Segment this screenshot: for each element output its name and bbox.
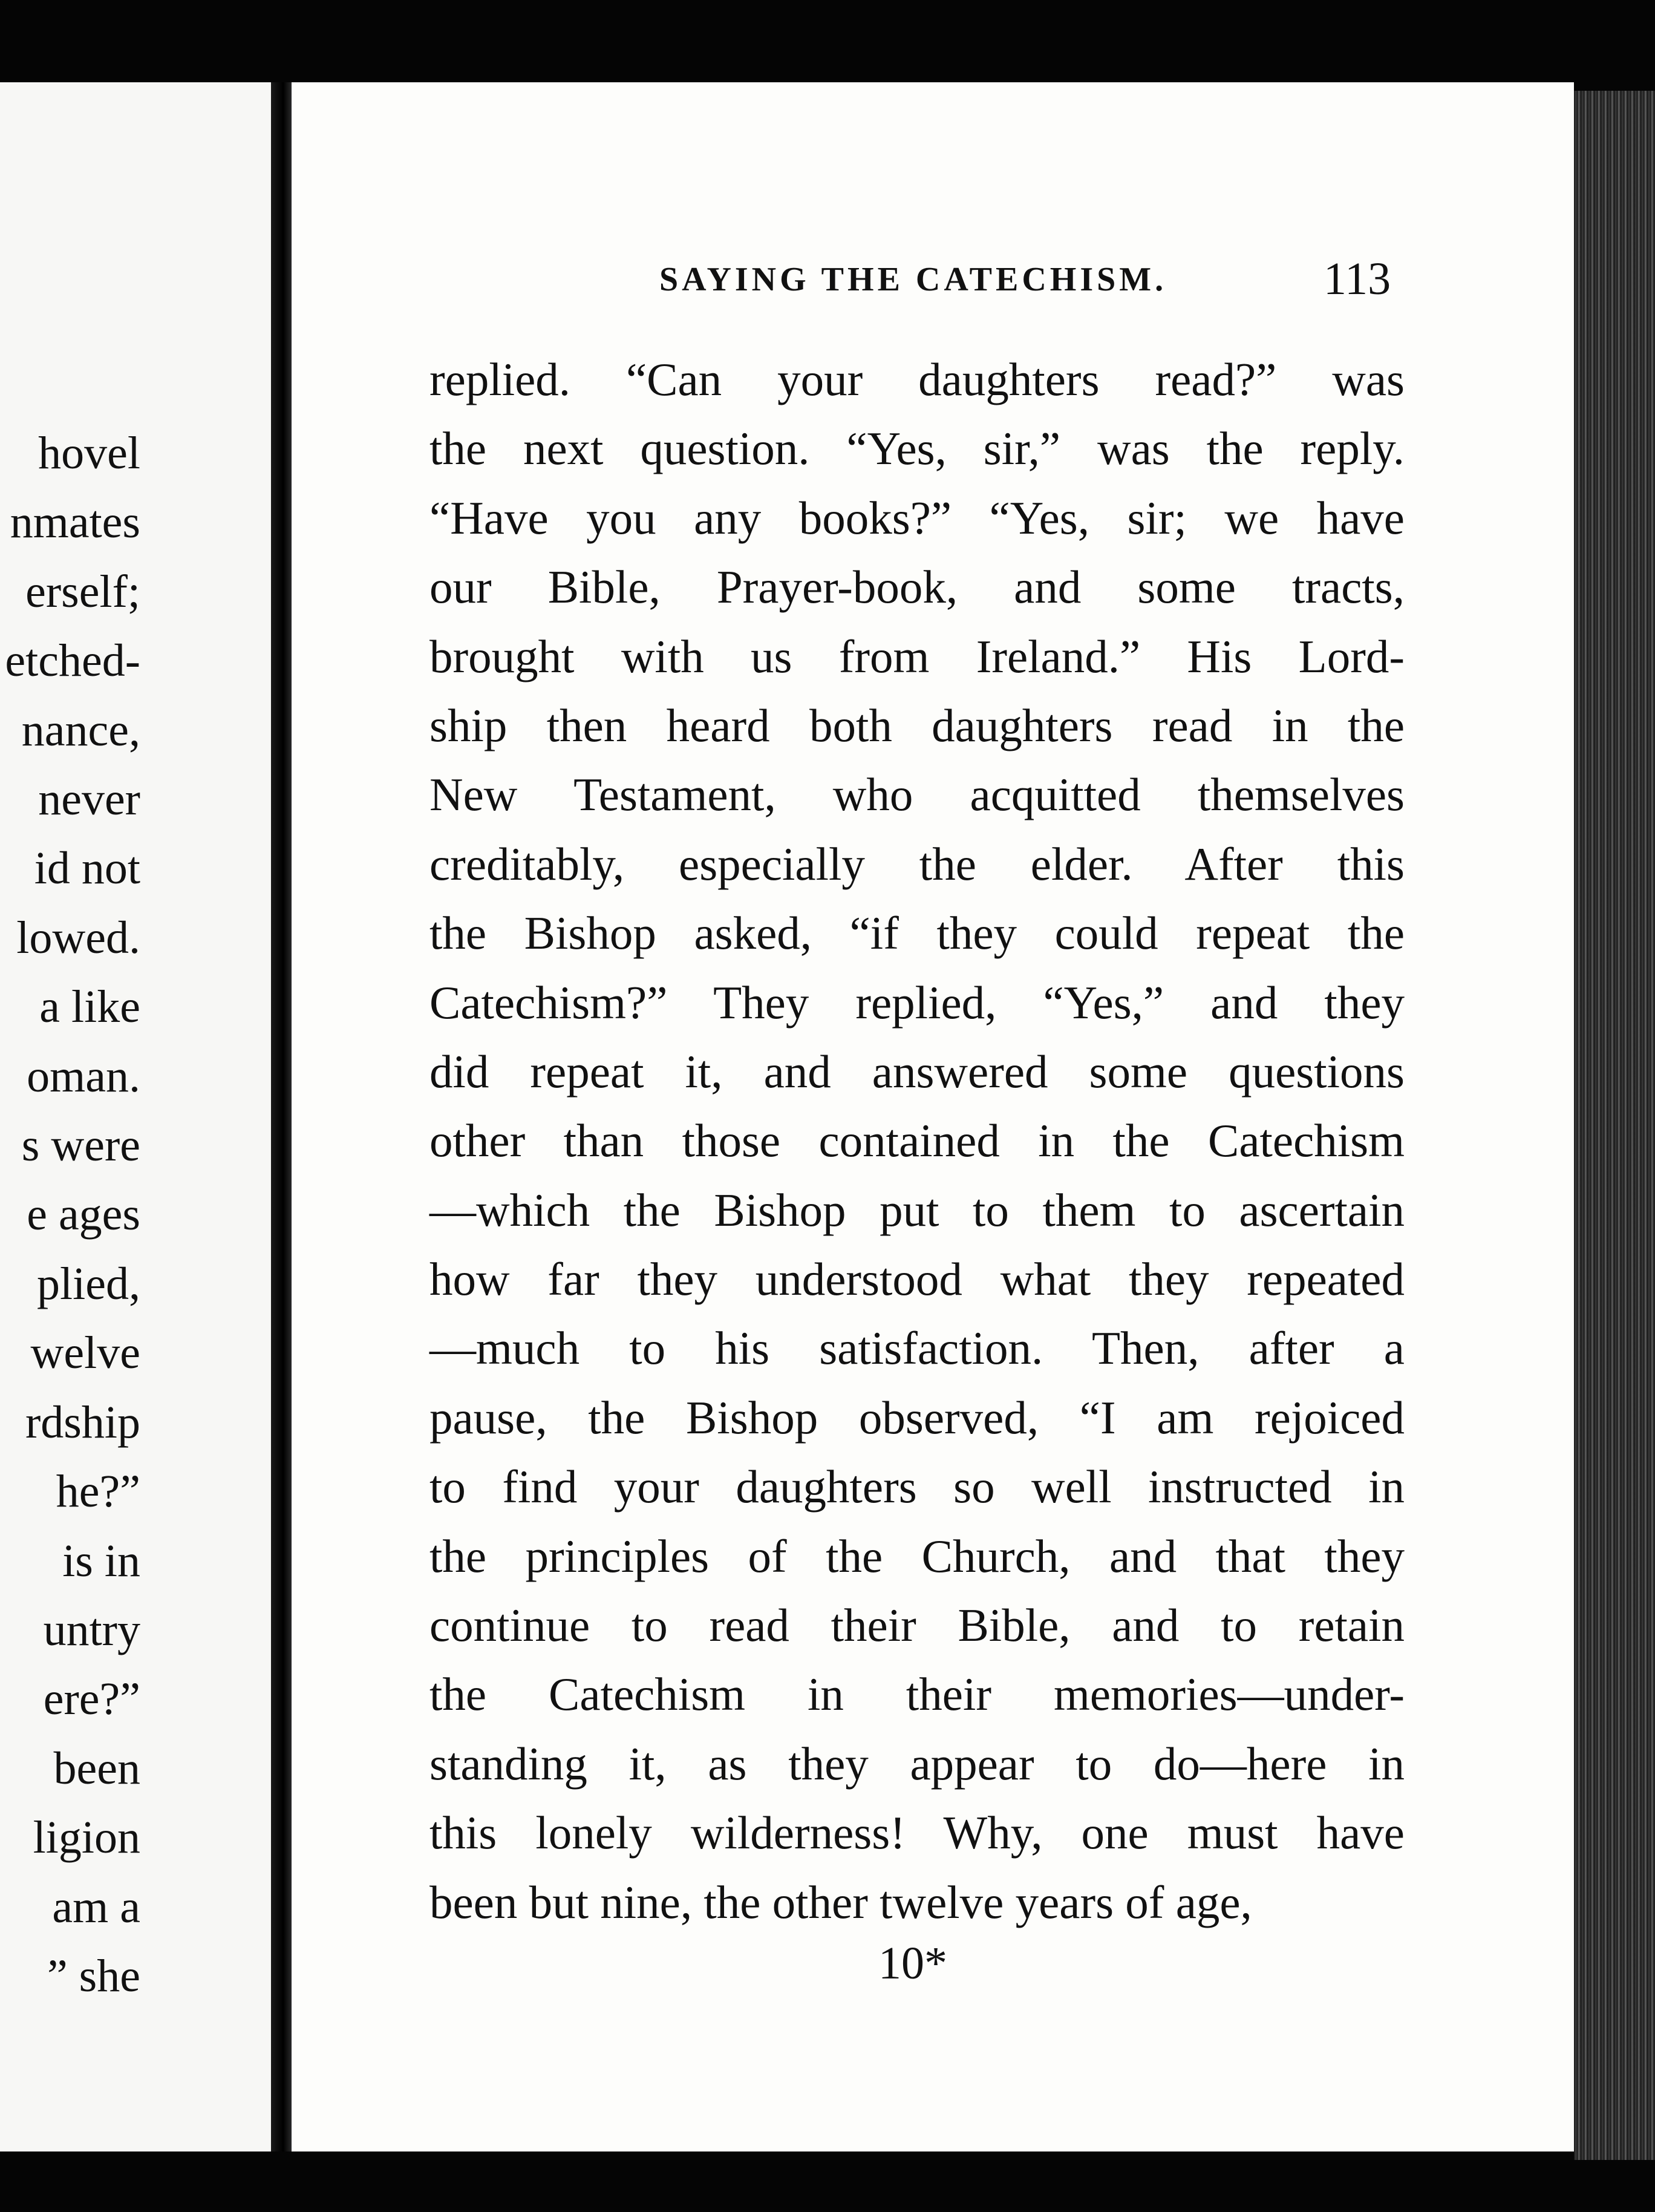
text-line: did repeat it, and answered some questions xyxy=(429,1045,1405,1098)
text-line: brought with us from Ireland.” His Lord- xyxy=(429,630,1405,682)
left-line: he?” xyxy=(56,1466,140,1517)
left-page-text xyxy=(0,419,140,2011)
left-line: id not xyxy=(34,843,140,894)
running-head: SAYING THE CATECHISM. xyxy=(659,261,1167,298)
text-line: other than those contained in the Catechism xyxy=(429,1114,1405,1167)
left-line: lowed. xyxy=(16,912,140,963)
text-line: “Have you any books?” “Yes, sir; we have xyxy=(429,491,1405,544)
page-number: 113 xyxy=(1324,254,1391,304)
text-line: the Bishop asked, “if they could repeat the xyxy=(429,907,1405,960)
left-line: rdship xyxy=(25,1396,140,1448)
left-line: never xyxy=(38,774,140,825)
left-page xyxy=(0,82,271,2151)
left-line: oman. xyxy=(27,1050,140,1102)
text-line: —which the Bishop put to them to ascertain xyxy=(429,1183,1405,1236)
left-line: nmates xyxy=(10,497,140,548)
signature-mark: 10* xyxy=(878,1938,947,1989)
left-line: ” she xyxy=(47,1950,140,2001)
left-line: is in xyxy=(62,1535,140,1586)
text-line: pause, the Bishop observed, “I am rejoiced xyxy=(429,1391,1405,1444)
left-line: welve xyxy=(30,1327,140,1379)
text-line: the Catechism in their memories—under- xyxy=(429,1668,1405,1721)
left-line: e ages xyxy=(27,1189,140,1240)
text-line: ship then heard both daughters read in the xyxy=(429,699,1405,751)
text-line: how far they understood what they repeated xyxy=(429,1253,1405,1306)
text-line: this lonely wilderness! Why, one must have xyxy=(429,1807,1405,1859)
text-line: New Testament, who acquitted themselves xyxy=(429,768,1405,821)
left-line: untry xyxy=(43,1604,140,1655)
text-line: replied. “Can your daughters read?” was xyxy=(429,353,1405,405)
text-line: creditably, especially the elder. After this xyxy=(429,837,1405,890)
text-line: to find your daughters so well instructed in xyxy=(429,1461,1405,1513)
text-line: the next question. “Yes, sir,” was the reply. xyxy=(429,422,1405,475)
text-line: —much to his satisfaction. Then, after a xyxy=(429,1322,1405,1375)
left-line: a like xyxy=(39,981,140,1033)
left-line: ligion xyxy=(33,1812,140,1864)
page-edge xyxy=(1574,91,1655,2160)
text-line: Catechism?” They replied, “Yes,” and they xyxy=(429,976,1405,1029)
left-line: s were xyxy=(21,1120,140,1171)
text-line: our Bible, Prayer-book, and some tracts, xyxy=(429,561,1405,614)
text-line: standing it, as they appear to do—here in xyxy=(429,1737,1405,1790)
left-line: plied, xyxy=(37,1258,140,1309)
left-line: hovel xyxy=(38,428,140,479)
left-line: been xyxy=(53,1742,140,1794)
text-line: continue to read their Bible, and to retain xyxy=(429,1599,1405,1652)
text-line: the principles of the Church, and that they xyxy=(429,1530,1405,1582)
body-text xyxy=(429,345,1405,1937)
text-line: been but nine, the other twelve years of age, xyxy=(429,1876,1252,1928)
left-line: erself; xyxy=(25,566,140,617)
left-line: nance, xyxy=(21,704,140,756)
left-line: ere?” xyxy=(43,1674,140,1725)
book-gutter xyxy=(271,82,292,2151)
left-line: am a xyxy=(52,1881,140,1932)
left-line: etched- xyxy=(5,635,140,687)
